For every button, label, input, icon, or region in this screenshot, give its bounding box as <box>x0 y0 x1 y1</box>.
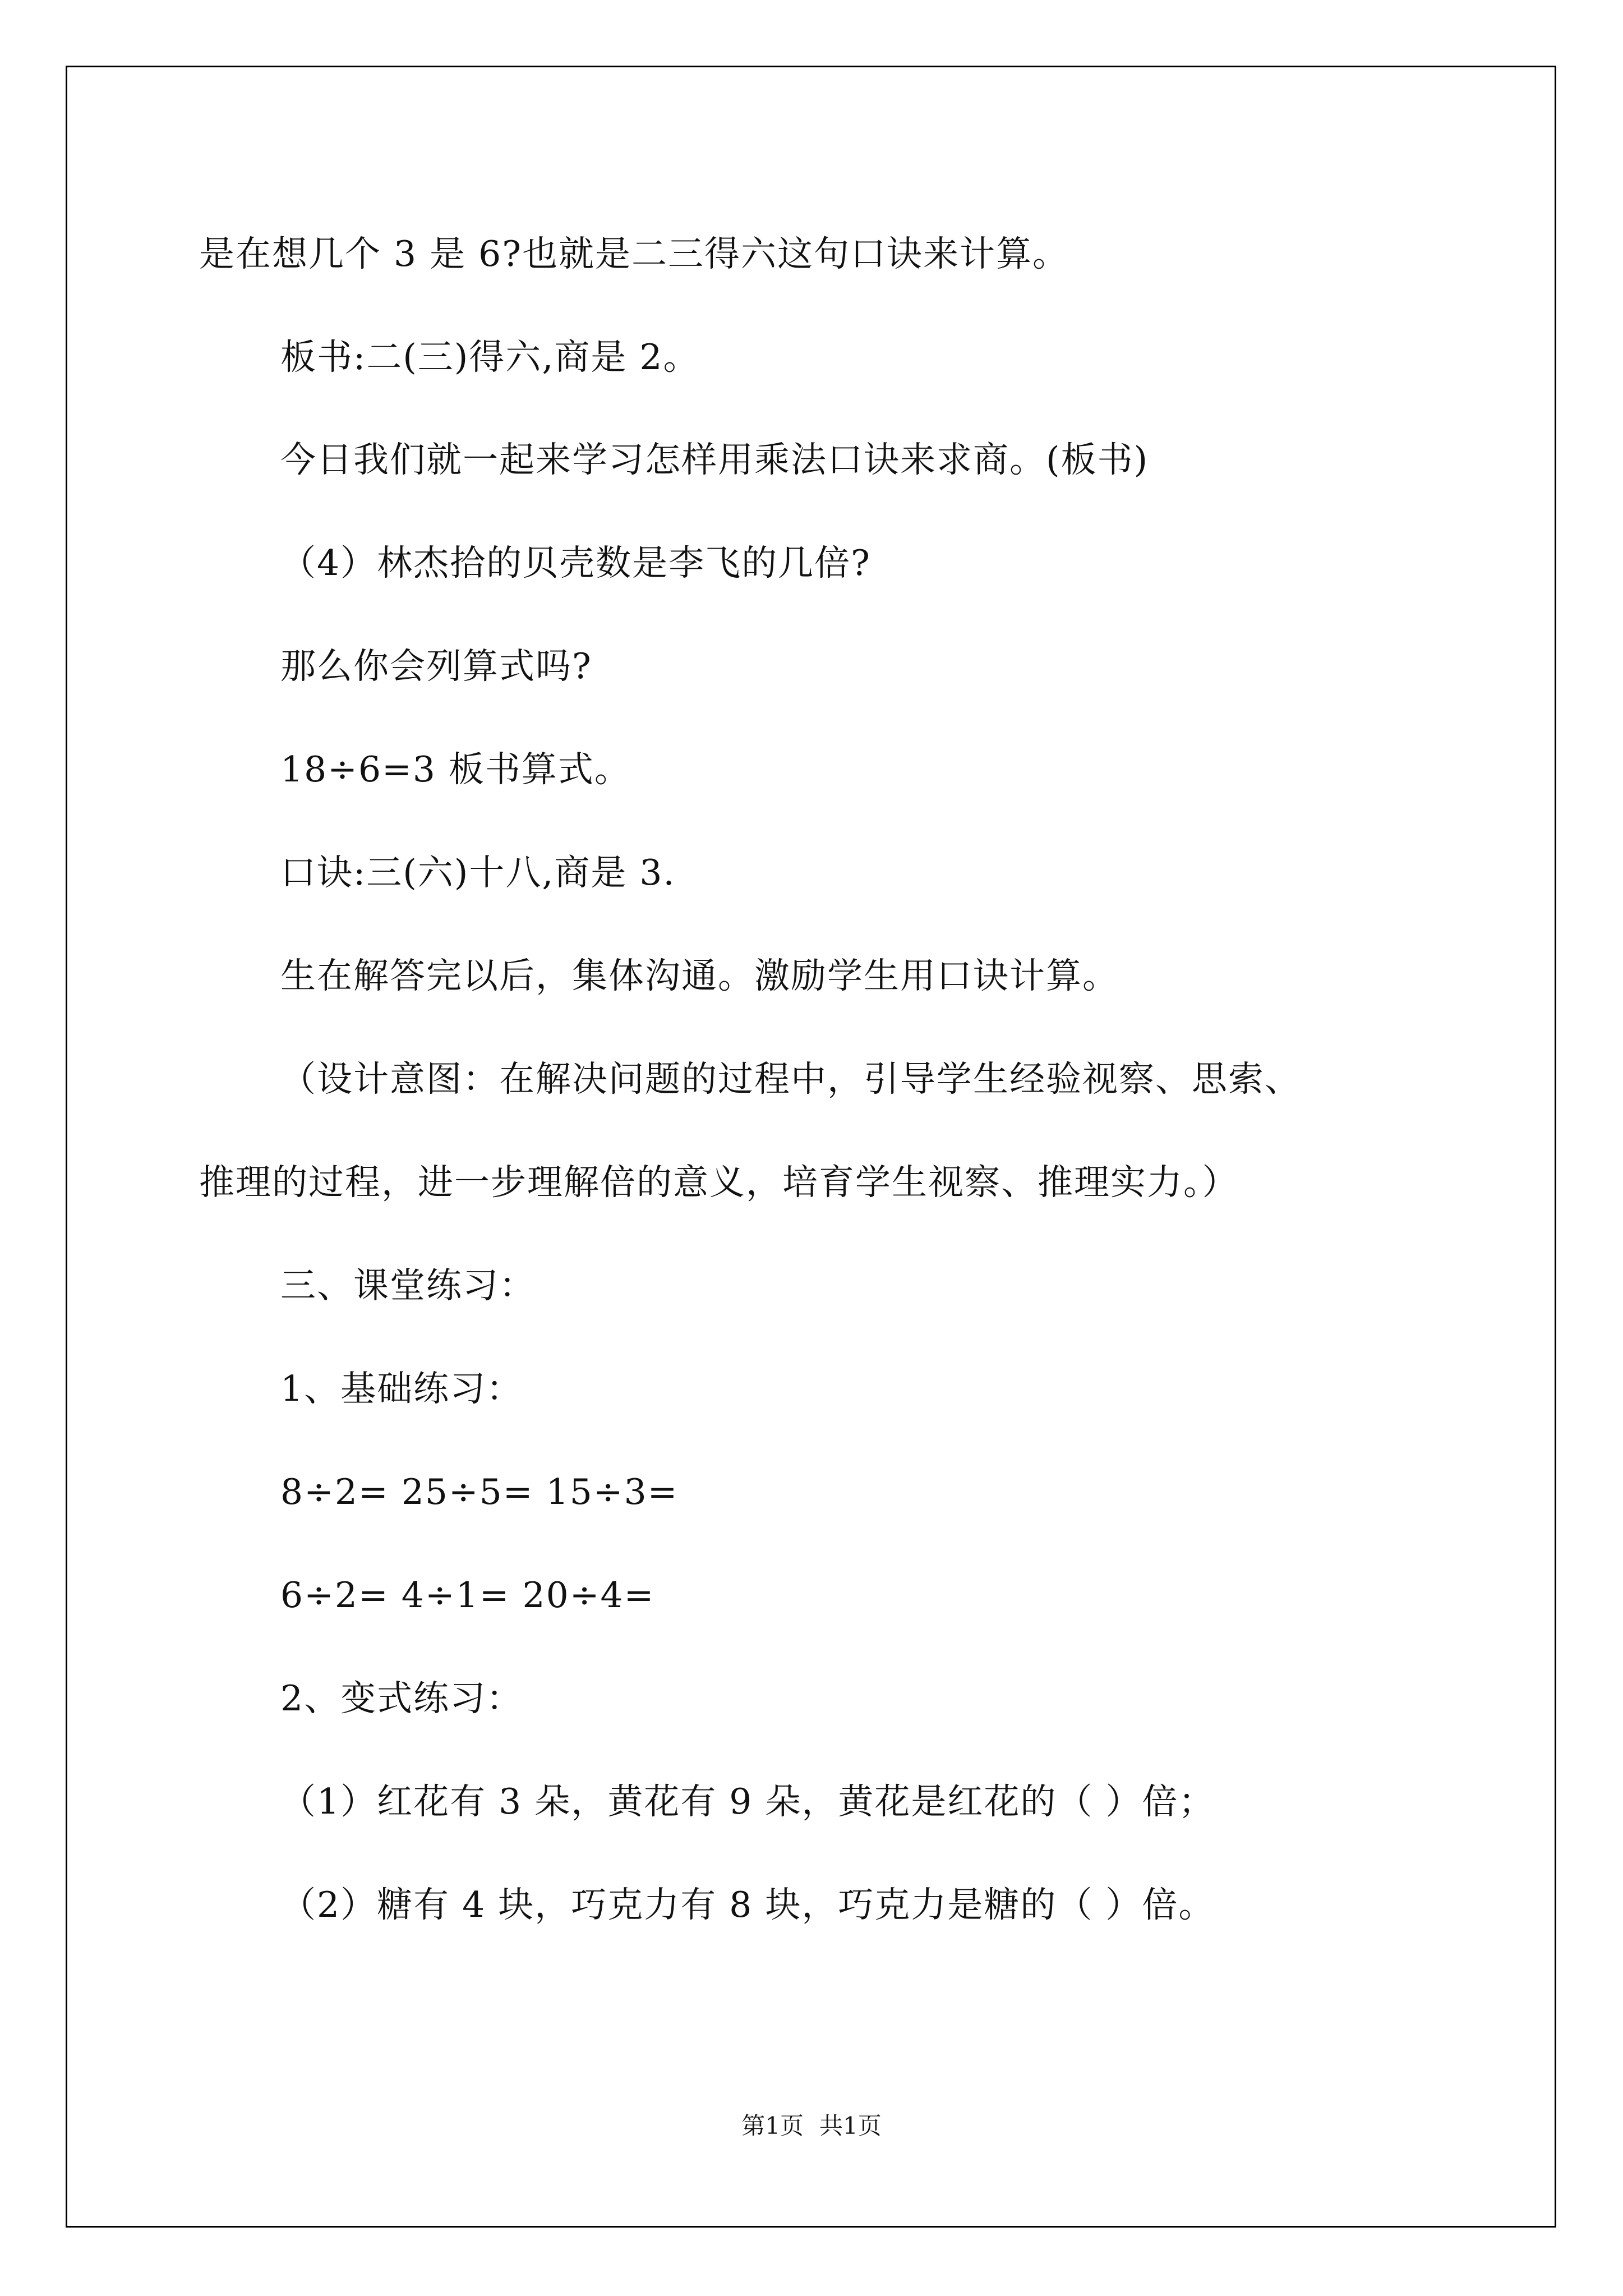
paragraph-16: （1）红花有 3 朵，黄花有 9 朵，黄花是红花的（ ）倍； <box>280 1781 1215 1822</box>
paragraph-9: （设计意图：在解决问题的过程中，引导学生经验视察、思索、 <box>280 1059 1301 1099</box>
paragraph-1: 是在想几个 3 是 6?也就是二三得六这句口诀来计算。 <box>199 233 1069 274</box>
paragraph-5: 那么你会列算式吗? <box>280 646 592 687</box>
paragraph-12: 1、基础练习： <box>280 1368 523 1409</box>
page-total: 共1页 <box>819 2112 882 2139</box>
page-footer <box>0 2109 1623 2143</box>
paragraph-4: （4）林杰拾的贝壳数是李飞的几倍? <box>280 542 871 583</box>
paragraph-11: 三、课堂练习： <box>280 1265 536 1306</box>
paragraph-13: 8÷2= 25÷5= 15÷3= <box>280 1471 679 1512</box>
paragraph-6: 18÷6=3 板书算式。 <box>280 749 631 790</box>
paragraph-8: 生在解答完以后，集体沟通。激励学生用口诀计算。 <box>280 955 1119 996</box>
paragraph-10: 推理的过程，进一步理解倍的意义，培育学生视察、推理实力。） <box>199 1162 1239 1203</box>
paragraph-15: 2、变式练习： <box>280 1678 523 1719</box>
paragraph-14: 6÷2= 4÷1= 20÷4= <box>280 1575 655 1616</box>
paragraph-3: 今日我们就一起来学习怎样用乘法口诀来求商。(板书) <box>280 439 1149 480</box>
paragraph-2: 板书:二(三)得六,商是 2。 <box>280 337 700 378</box>
page-number: 第1页 <box>741 2112 804 2139</box>
paragraph-17: （2）糖有 4 块，巧克力有 8 块，巧克力是糖的（ ）倍。 <box>280 1884 1215 1925</box>
paragraph-7: 口诀:三(六)十八,商是 3. <box>280 852 676 893</box>
